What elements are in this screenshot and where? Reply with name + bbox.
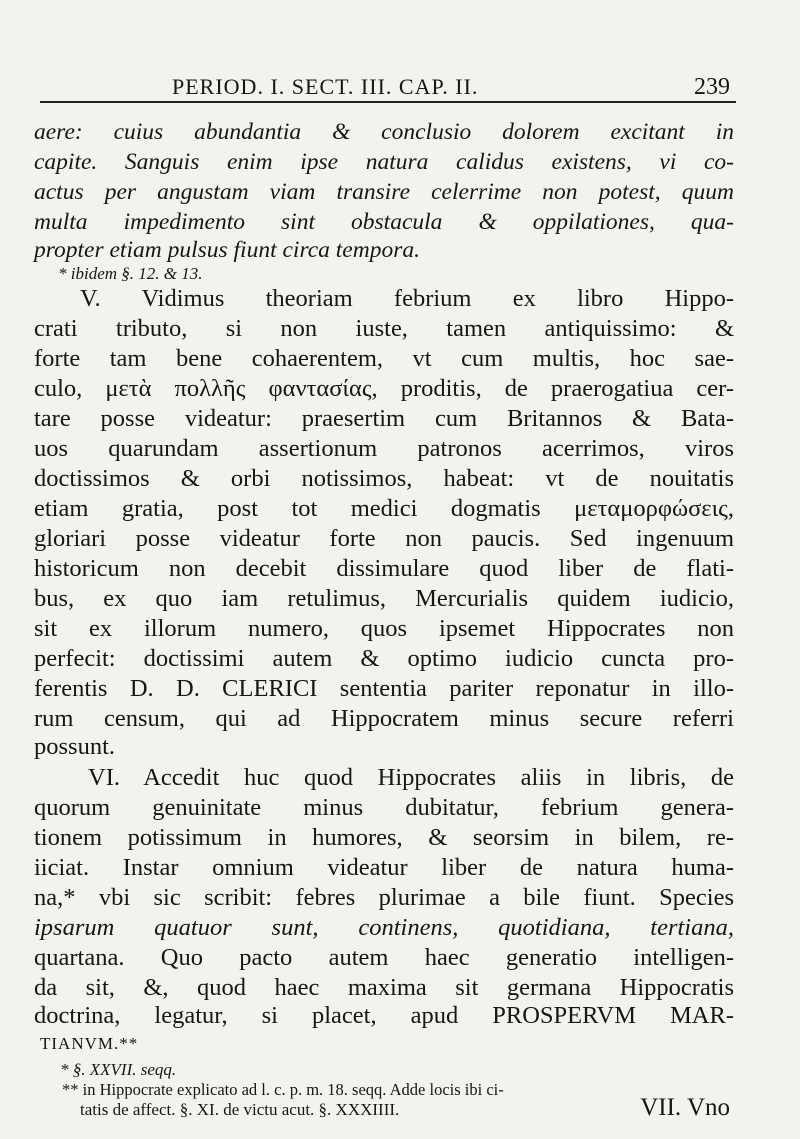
text-line: gloriari posse videatur forte non paucis. Sed ingenuum (34, 525, 734, 552)
text-line: actus per angustam viam transire celerrime non potest, quum (34, 179, 734, 205)
text-line: doctissimos & orbi notissimos, habeat: vt de nouitatis (34, 465, 734, 492)
text-line: da sit, &, quod haec maxima sit germana Hippocratis (34, 974, 734, 1001)
text-line: quartana. Quo pacto autem haec generatio intelligen- (34, 944, 734, 971)
text-line: ipsarum quatuor sunt, continens, quotidiana, tertiana, (34, 914, 734, 941)
text-line: VI. Accedit huc quod Hippocrates aliis in libris, de (88, 764, 734, 791)
page-header (40, 70, 730, 100)
text-line: tionem potissimum in humores, & seorsim in bilem, re- (34, 824, 734, 851)
text-line: tare posse videatur: praesertim cum Britannos & Bata- (34, 405, 734, 432)
text-line: ferentis D. D. CLERICI sententia pariter reponatur in illo- (34, 675, 734, 702)
text-line: quorum genuinitate minus dubitatur, febrium genera- (34, 794, 734, 821)
catchword: VII. Vno (640, 1094, 730, 1121)
text-line: crati tributo, si non iuste, tamen antiquissimo: & (34, 315, 734, 342)
text-line: etiam gratia, post tot medici dogmatis μεταμορφώσεις, (34, 495, 734, 522)
text-line: TIANVM.** (40, 1034, 139, 1053)
running-head: PERIOD. I. SECT. III. CAP. II. (172, 74, 479, 99)
footnote-line: ** in Hippocrate explicato ad l. c. p. m. 18. seqq. Adde locis ibi ci- (62, 1080, 504, 1099)
page-number: 239 (694, 74, 730, 100)
text-line: forte tam bene cohaerentem, vt cum multis, hoc sae- (34, 345, 734, 372)
text-line: iiciat. Instar omnium videatur liber de natura huma- (34, 854, 734, 881)
text-line: uos quarundam assertionum patronos acerrimos, viros (34, 435, 734, 462)
text-line: propter etiam pulsus fiunt circa tempora. (34, 237, 420, 263)
text-line: rum censum, qui ad Hippocratem minus secure referri (34, 705, 734, 732)
text-line: culo, μετὰ πολλῆς φαντασίας, proditis, de praerogatiua cer- (34, 375, 734, 402)
text-line: perfecit: doctissimi autem & optimo iudicio cuncta pro- (34, 645, 734, 672)
footnote-line: * ibidem §. 12. & 13. (58, 264, 203, 283)
text-line: multa impedimento sint obstacula & oppilationes, qua- (34, 209, 734, 235)
text-line: V. Vidimus theoriam febrium ex libro Hippo- (80, 285, 734, 312)
header-rule (40, 101, 736, 103)
text-line: possunt. (34, 733, 116, 760)
text-line: aere: cuius abundantia & conclusio dolorem excitant in (34, 119, 734, 145)
text-line: na,* vbi sic scribit: febres plurimae a bile fiunt. Species (34, 884, 734, 911)
text-line: sit ex illorum numero, quos ipsemet Hippocrates non (34, 615, 734, 642)
text-line: capite. Sanguis enim ipse natura calidus existens, vi co- (34, 149, 734, 175)
footnote-line: tatis de affect. §. XI. de victu acut. §. XXXIIII. (80, 1100, 400, 1119)
footnote-line: * §. XXVII. seqq. (60, 1060, 177, 1079)
text-line: doctrina, legatur, si placet, apud PROSPERVM MAR- (34, 1002, 734, 1029)
text-line: bus, ex quo iam retulimus, Mercurialis quidem iudicio, (34, 585, 734, 612)
text-line: historicum non decebit dissimulare quod liber de flati- (34, 555, 734, 582)
